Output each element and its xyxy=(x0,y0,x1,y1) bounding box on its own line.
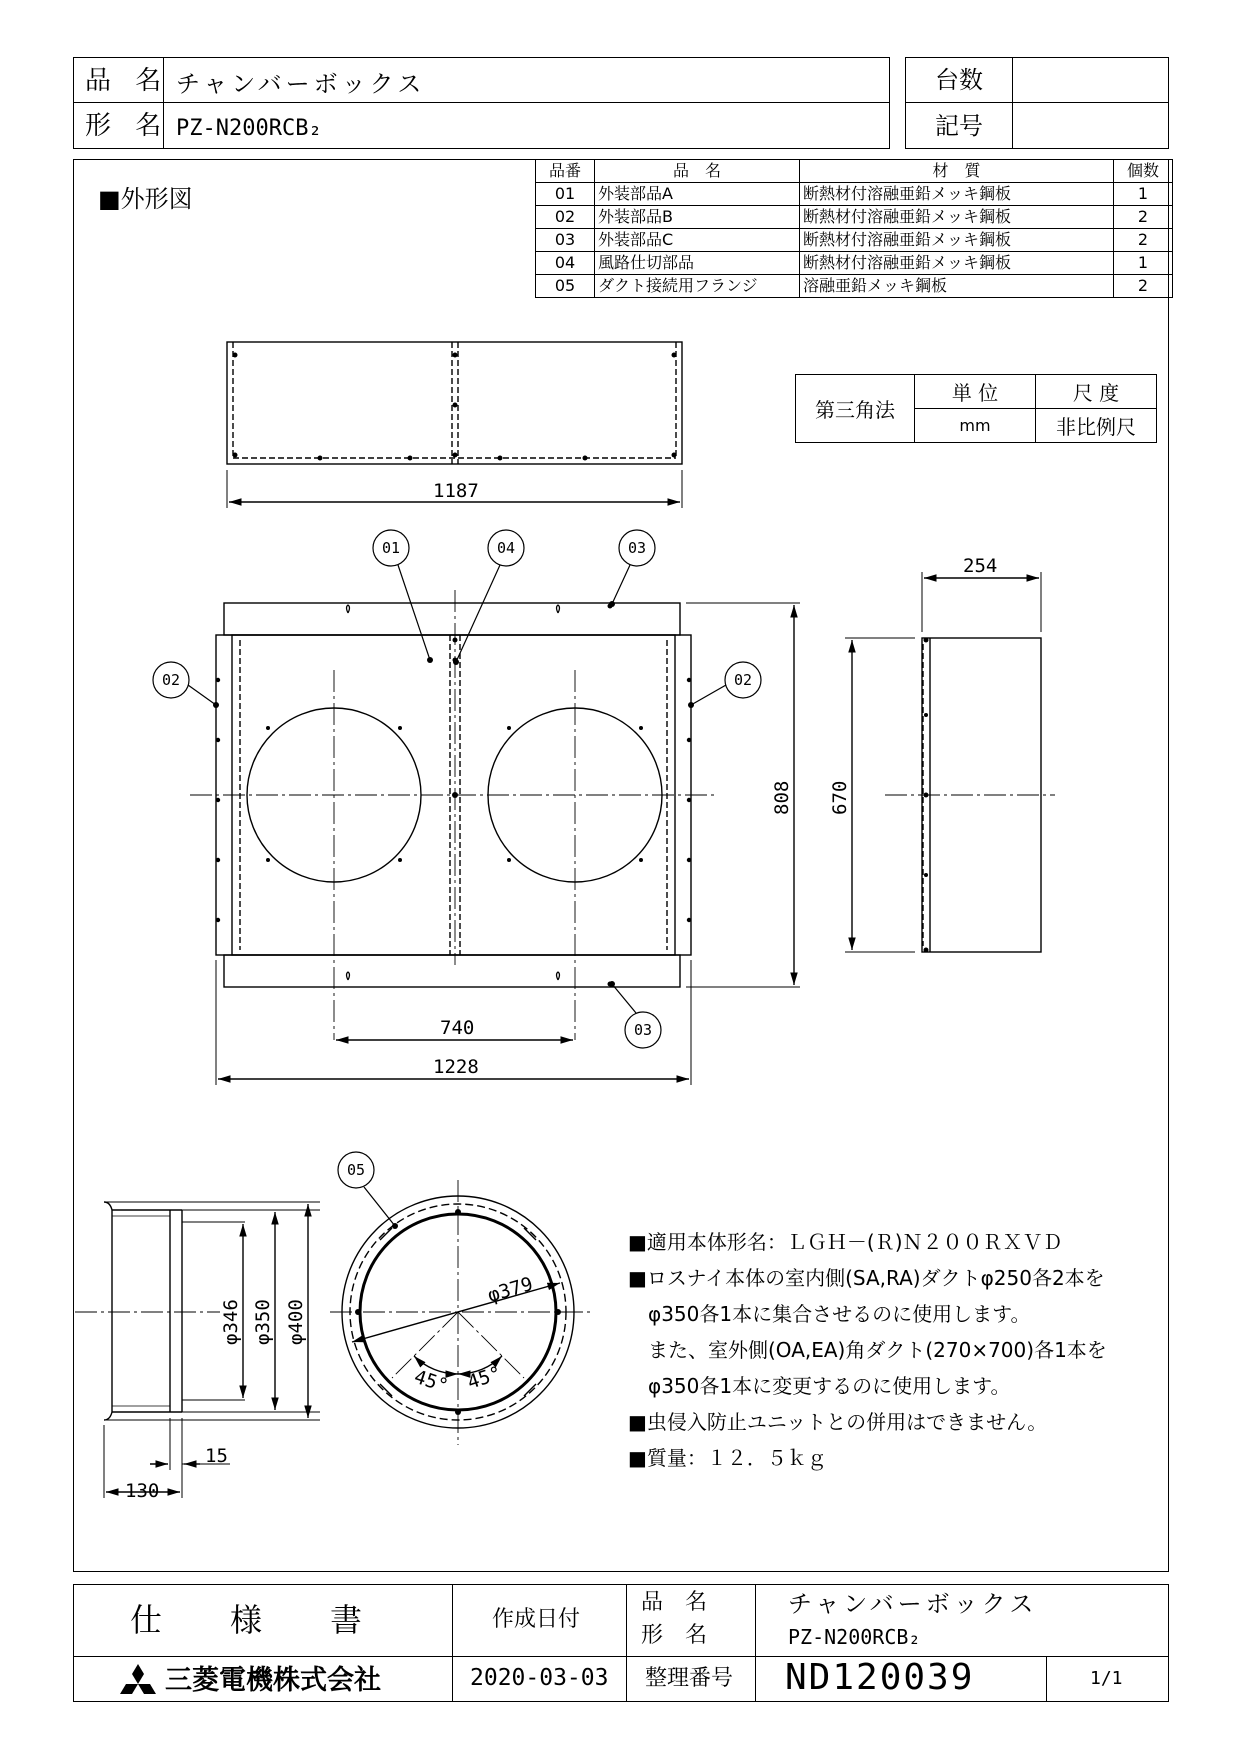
part-name: ダクト接続用フランジ xyxy=(595,275,800,298)
part-qty: 1 xyxy=(1114,252,1173,275)
side-view xyxy=(845,572,1055,953)
part-qty: 2 xyxy=(1114,275,1173,298)
dim-side-height: 670 xyxy=(829,780,851,815)
dim-angle-2: 45° xyxy=(464,1362,505,1394)
dim-flange-pcd: φ379 xyxy=(485,1273,536,1307)
section-title: ■外形図 xyxy=(98,185,193,213)
scale-label: 尺 度 xyxy=(1036,375,1157,409)
part-qty: 1 xyxy=(1114,183,1173,206)
part-name: 外装部品B xyxy=(595,206,800,229)
part-no: 03 xyxy=(536,229,595,252)
note-line: ■適用本体形名：ＬＧＨ－(Ｒ)Ｎ２００ＲＸＶＤ xyxy=(628,1230,1063,1254)
part-no: 05 xyxy=(536,275,595,298)
unit-label: 単 位 xyxy=(915,375,1036,409)
part-name: 外装部品C xyxy=(595,229,800,252)
footer-col-2 xyxy=(626,1584,627,1702)
footer-model-value: PZ-N200RCB₂ xyxy=(788,1625,921,1649)
balloon-03-bottom: 03 xyxy=(633,1021,653,1039)
dim-front-height: 808 xyxy=(771,780,793,815)
dim-front-width: 1228 xyxy=(433,1056,479,1078)
part-material: 断熱材付溶融亜鉛メッキ鋼板 xyxy=(800,252,1114,275)
footer-ref-value: ND120039 xyxy=(785,1657,975,1698)
front-view xyxy=(190,590,800,1085)
dim-top-width: 1187 xyxy=(433,480,479,502)
footer-row-divider xyxy=(73,1656,1169,1657)
parts-header-no: 品番 xyxy=(536,160,595,183)
part-material: 断熱材付溶融亜鉛メッキ鋼板 xyxy=(800,206,1114,229)
part-material: 断熱材付溶融亜鉛メッキ鋼板 xyxy=(800,229,1114,252)
footer-page: 1/1 xyxy=(1090,1668,1123,1689)
header-symbol-label: 記号 xyxy=(935,112,983,140)
dim-flange-d2: φ350 xyxy=(252,1299,274,1345)
dim-side-depth: 254 xyxy=(963,555,998,577)
dim-angle-1: 45° xyxy=(411,1365,451,1398)
footer-col-1 xyxy=(452,1584,453,1702)
balloon-05: 05 xyxy=(346,1161,366,1179)
part-material: 断熱材付溶融亜鉛メッキ鋼板 xyxy=(800,183,1114,206)
dim-flange-lip: 15 xyxy=(205,1445,228,1467)
header-count-label: 台数 xyxy=(935,66,983,94)
dim-flange-d3: φ400 xyxy=(285,1299,307,1345)
note-line: また、室外側(OA,EA)角ダクト(270×700)各1本を xyxy=(628,1338,1107,1362)
unit-value: mm xyxy=(915,409,1036,443)
balloon-03-top: 03 xyxy=(627,539,647,557)
mitsubishi-logo xyxy=(118,1664,158,1696)
parts-header-qty: 個数 xyxy=(1114,160,1173,183)
flange-side-view xyxy=(75,1202,320,1498)
flange-front-view xyxy=(330,1180,590,1445)
footer-date-value: 2020-03-03 xyxy=(470,1665,609,1691)
part-name: 風路仕切部品 xyxy=(595,252,800,275)
footer-name-label: 品 名 xyxy=(641,1590,708,1615)
header-name-label: 品 名 xyxy=(85,66,170,96)
part-name: 外装部品A xyxy=(595,183,800,206)
footer-date-label: 作成日付 xyxy=(492,1607,581,1632)
header-model-label: 形 名 xyxy=(85,111,170,141)
balloon-02-left: 02 xyxy=(161,671,181,689)
mitsubishi-diamond-icon xyxy=(118,1664,158,1696)
part-material: 溶融亜鉛メッキ鋼板 xyxy=(800,275,1114,298)
footer-col-4 xyxy=(1046,1656,1047,1702)
parts-header-material: 材 質 xyxy=(800,160,1114,183)
dim-flange-len: 130 xyxy=(125,1480,160,1502)
dim-hole-pitch: 740 xyxy=(440,1017,475,1039)
projection-method: 第三角法 xyxy=(796,375,915,443)
note-line: φ350各1本に変更するのに使用します。 xyxy=(628,1374,1011,1398)
part-qty: 2 xyxy=(1114,229,1173,252)
footer-ref-label: 整理番号 xyxy=(645,1666,734,1691)
balloon-04: 04 xyxy=(496,539,516,557)
part-qty: 2 xyxy=(1114,206,1173,229)
part-no: 01 xyxy=(536,183,595,206)
dim-flange-d1: φ346 xyxy=(220,1299,242,1345)
footer-model-label: 形 名 xyxy=(641,1623,708,1648)
footer-col-3 xyxy=(755,1584,756,1702)
part-no: 02 xyxy=(536,206,595,229)
parts-header-name: 品 名 xyxy=(595,160,800,183)
note-line: ■ロスナイ本体の室内側(SA,RA)ダクトφ250各2本を xyxy=(628,1266,1105,1290)
header-name-value: チャンバーボックス xyxy=(176,70,426,98)
header-model-value: PZ-N200RCB₂ xyxy=(176,116,322,141)
footer-name-value: チャンバーボックス xyxy=(788,1590,1038,1618)
footer-company: 三菱電機株式会社 xyxy=(165,1665,381,1696)
note-line: φ350各1本に集合させるのに使用します。 xyxy=(628,1302,1031,1326)
balloon-01: 01 xyxy=(381,539,401,557)
balloon-02-right: 02 xyxy=(733,671,753,689)
footer-doc-type: 仕 様 書 xyxy=(130,1601,381,1639)
note-line: ■虫侵入防止ユニットとの併用はできません。 xyxy=(628,1410,1048,1434)
part-no: 04 xyxy=(536,252,595,275)
note-line: ■質量：１２．５ｋｇ xyxy=(628,1446,827,1470)
scale-value: 非比例尺 xyxy=(1036,409,1157,443)
